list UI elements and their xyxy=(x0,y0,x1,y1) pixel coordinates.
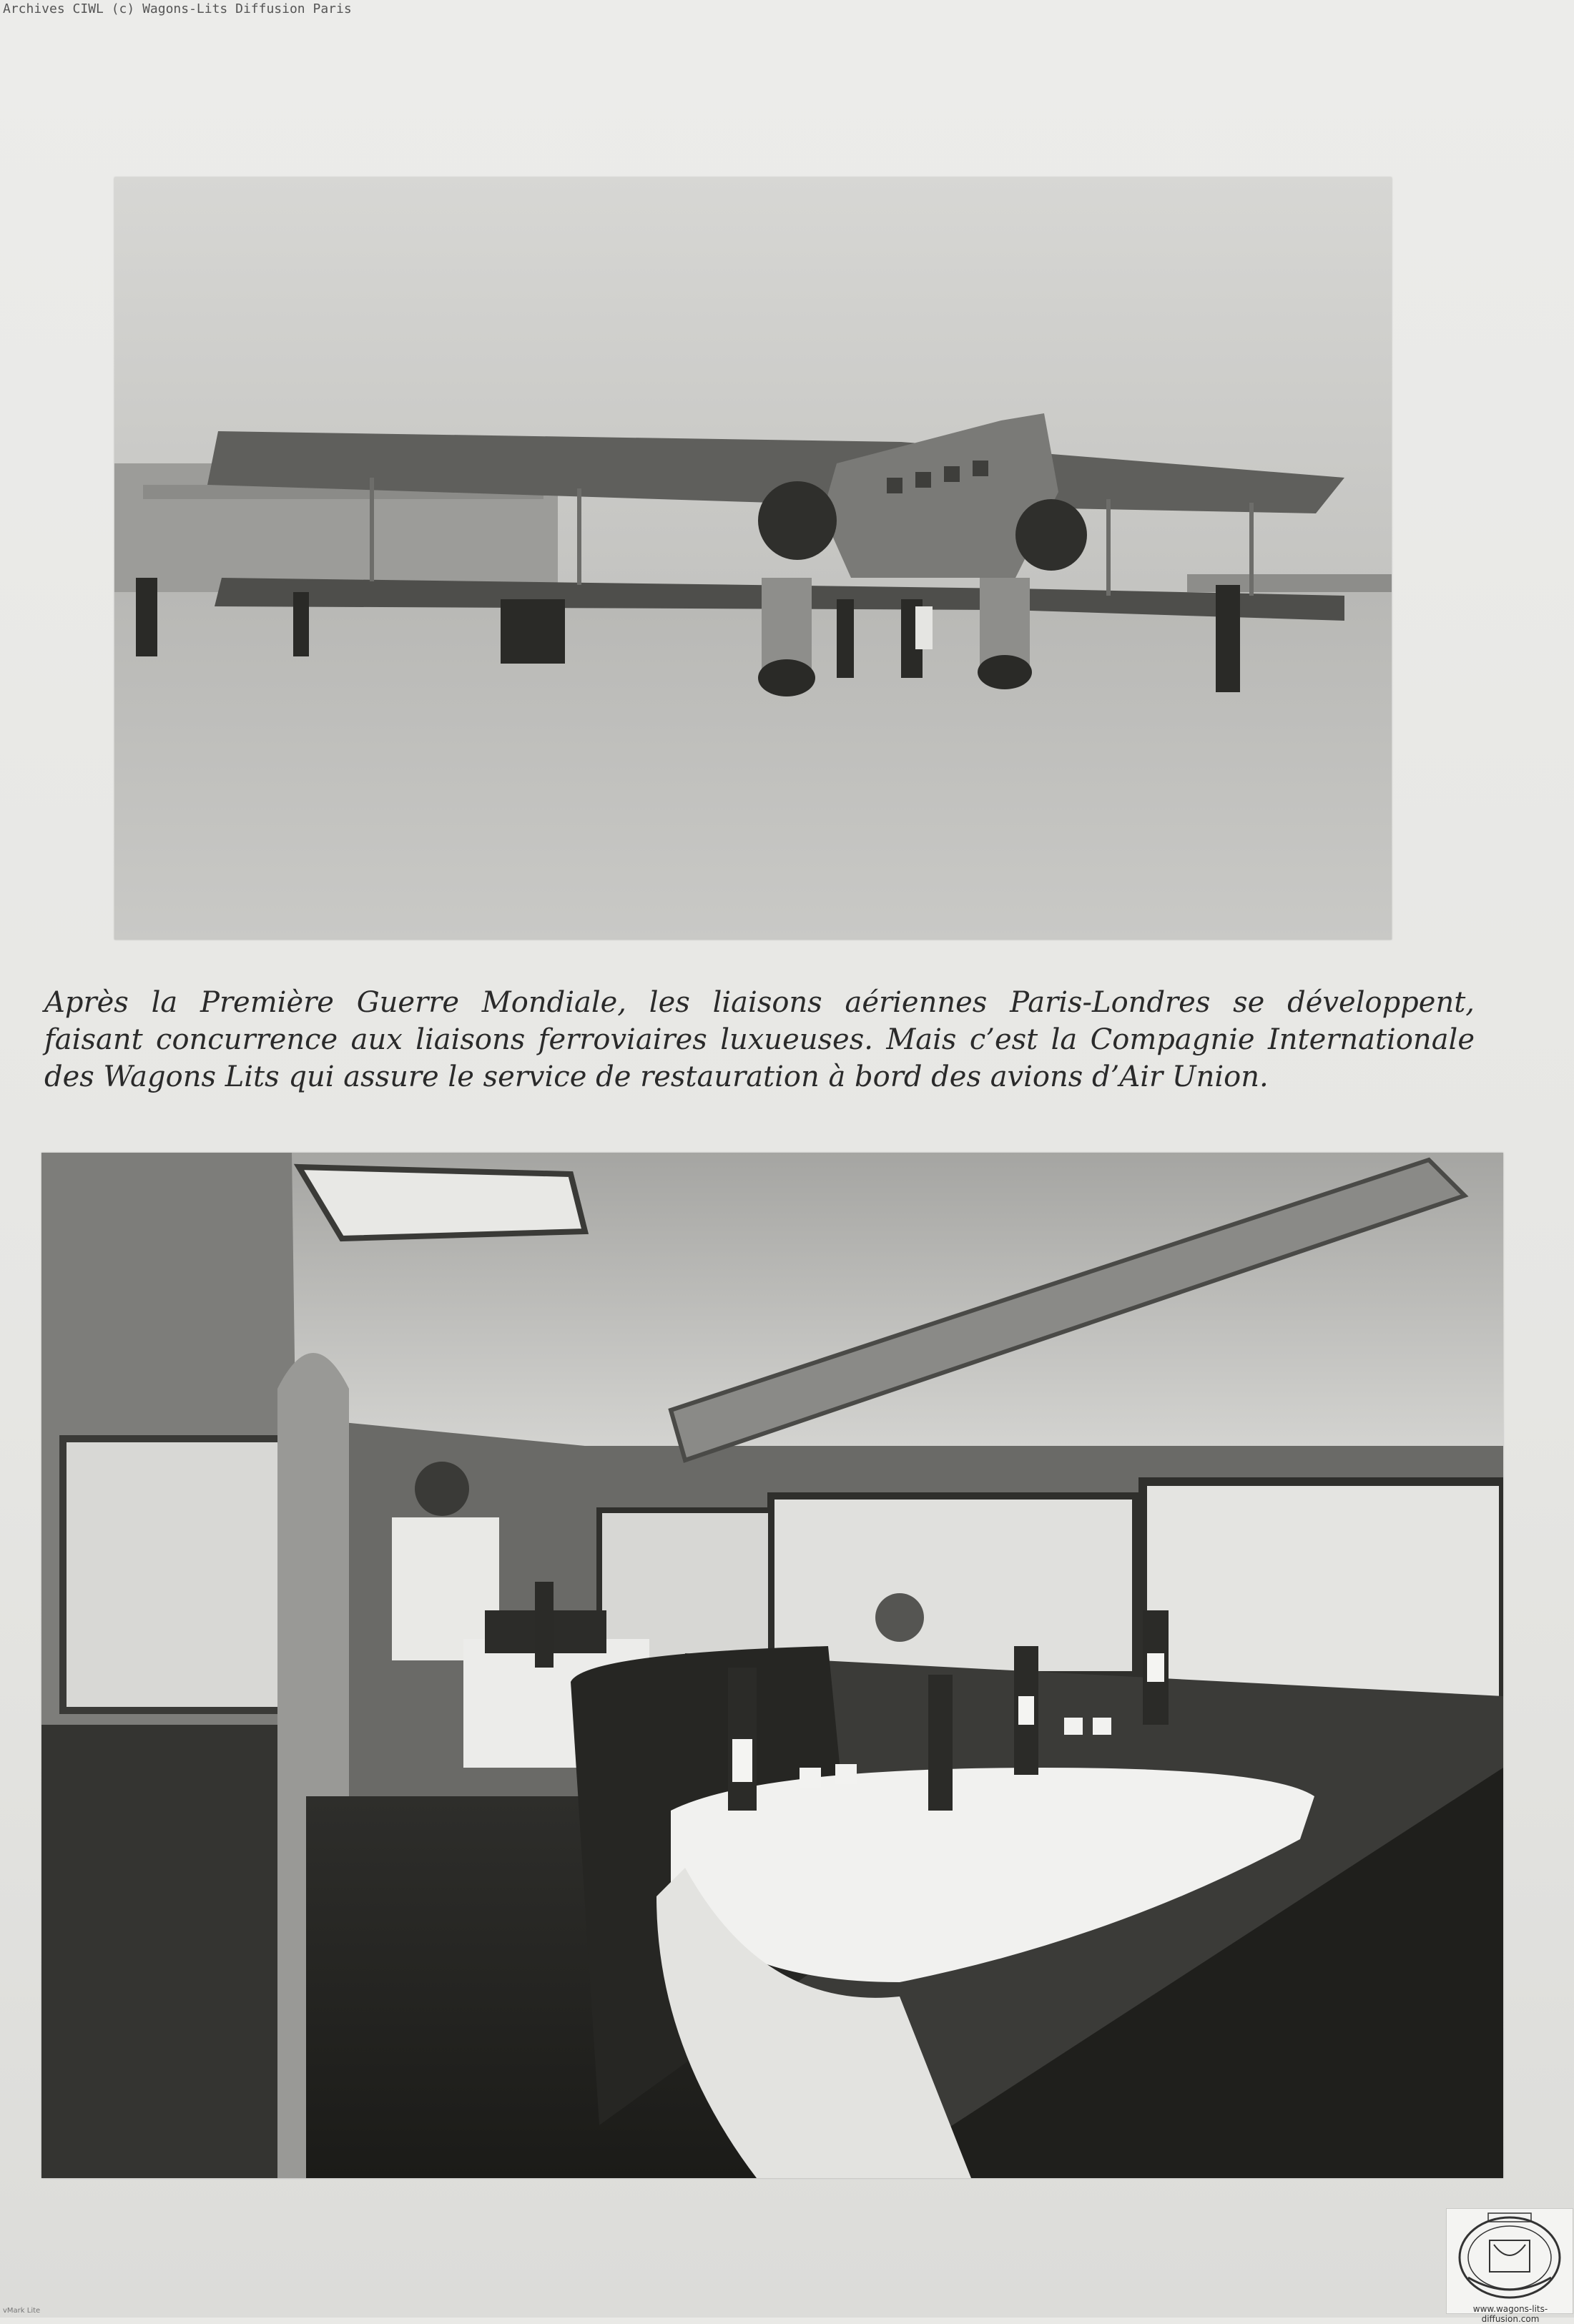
caption-line-2: faisant concurrence aux liaisons ferroviaires luxueuses. Mais c’est la Compagnie Internationale xyxy=(44,1023,1475,1056)
caption xyxy=(44,984,1475,1095)
seal-emblem-icon xyxy=(1447,2209,1573,2313)
website-url: www.wagons-lits-diffusion.com xyxy=(1472,2304,1548,2324)
cabin-interior-photo-image xyxy=(41,1153,1503,2178)
credit-text: vMark Lite xyxy=(3,2307,41,2315)
wagons-lits-seal-logo xyxy=(1446,2208,1573,2314)
caption-line-3: des Wagons Lits qui assure le service de restauration à bord des avions d’Air Union. xyxy=(44,1060,1269,1093)
biplane-photo xyxy=(114,177,1392,940)
caption-line-1: Après la Première Guerre Mondiale, les liaisons aériennes Paris-Londres se développent, xyxy=(44,986,1475,1019)
biplane-photo-image xyxy=(114,177,1392,940)
archive-watermark: Archives CIWL (c) Wagons-Lits Diffusion Paris xyxy=(3,1,352,16)
cabin-interior-photo xyxy=(41,1153,1503,2178)
